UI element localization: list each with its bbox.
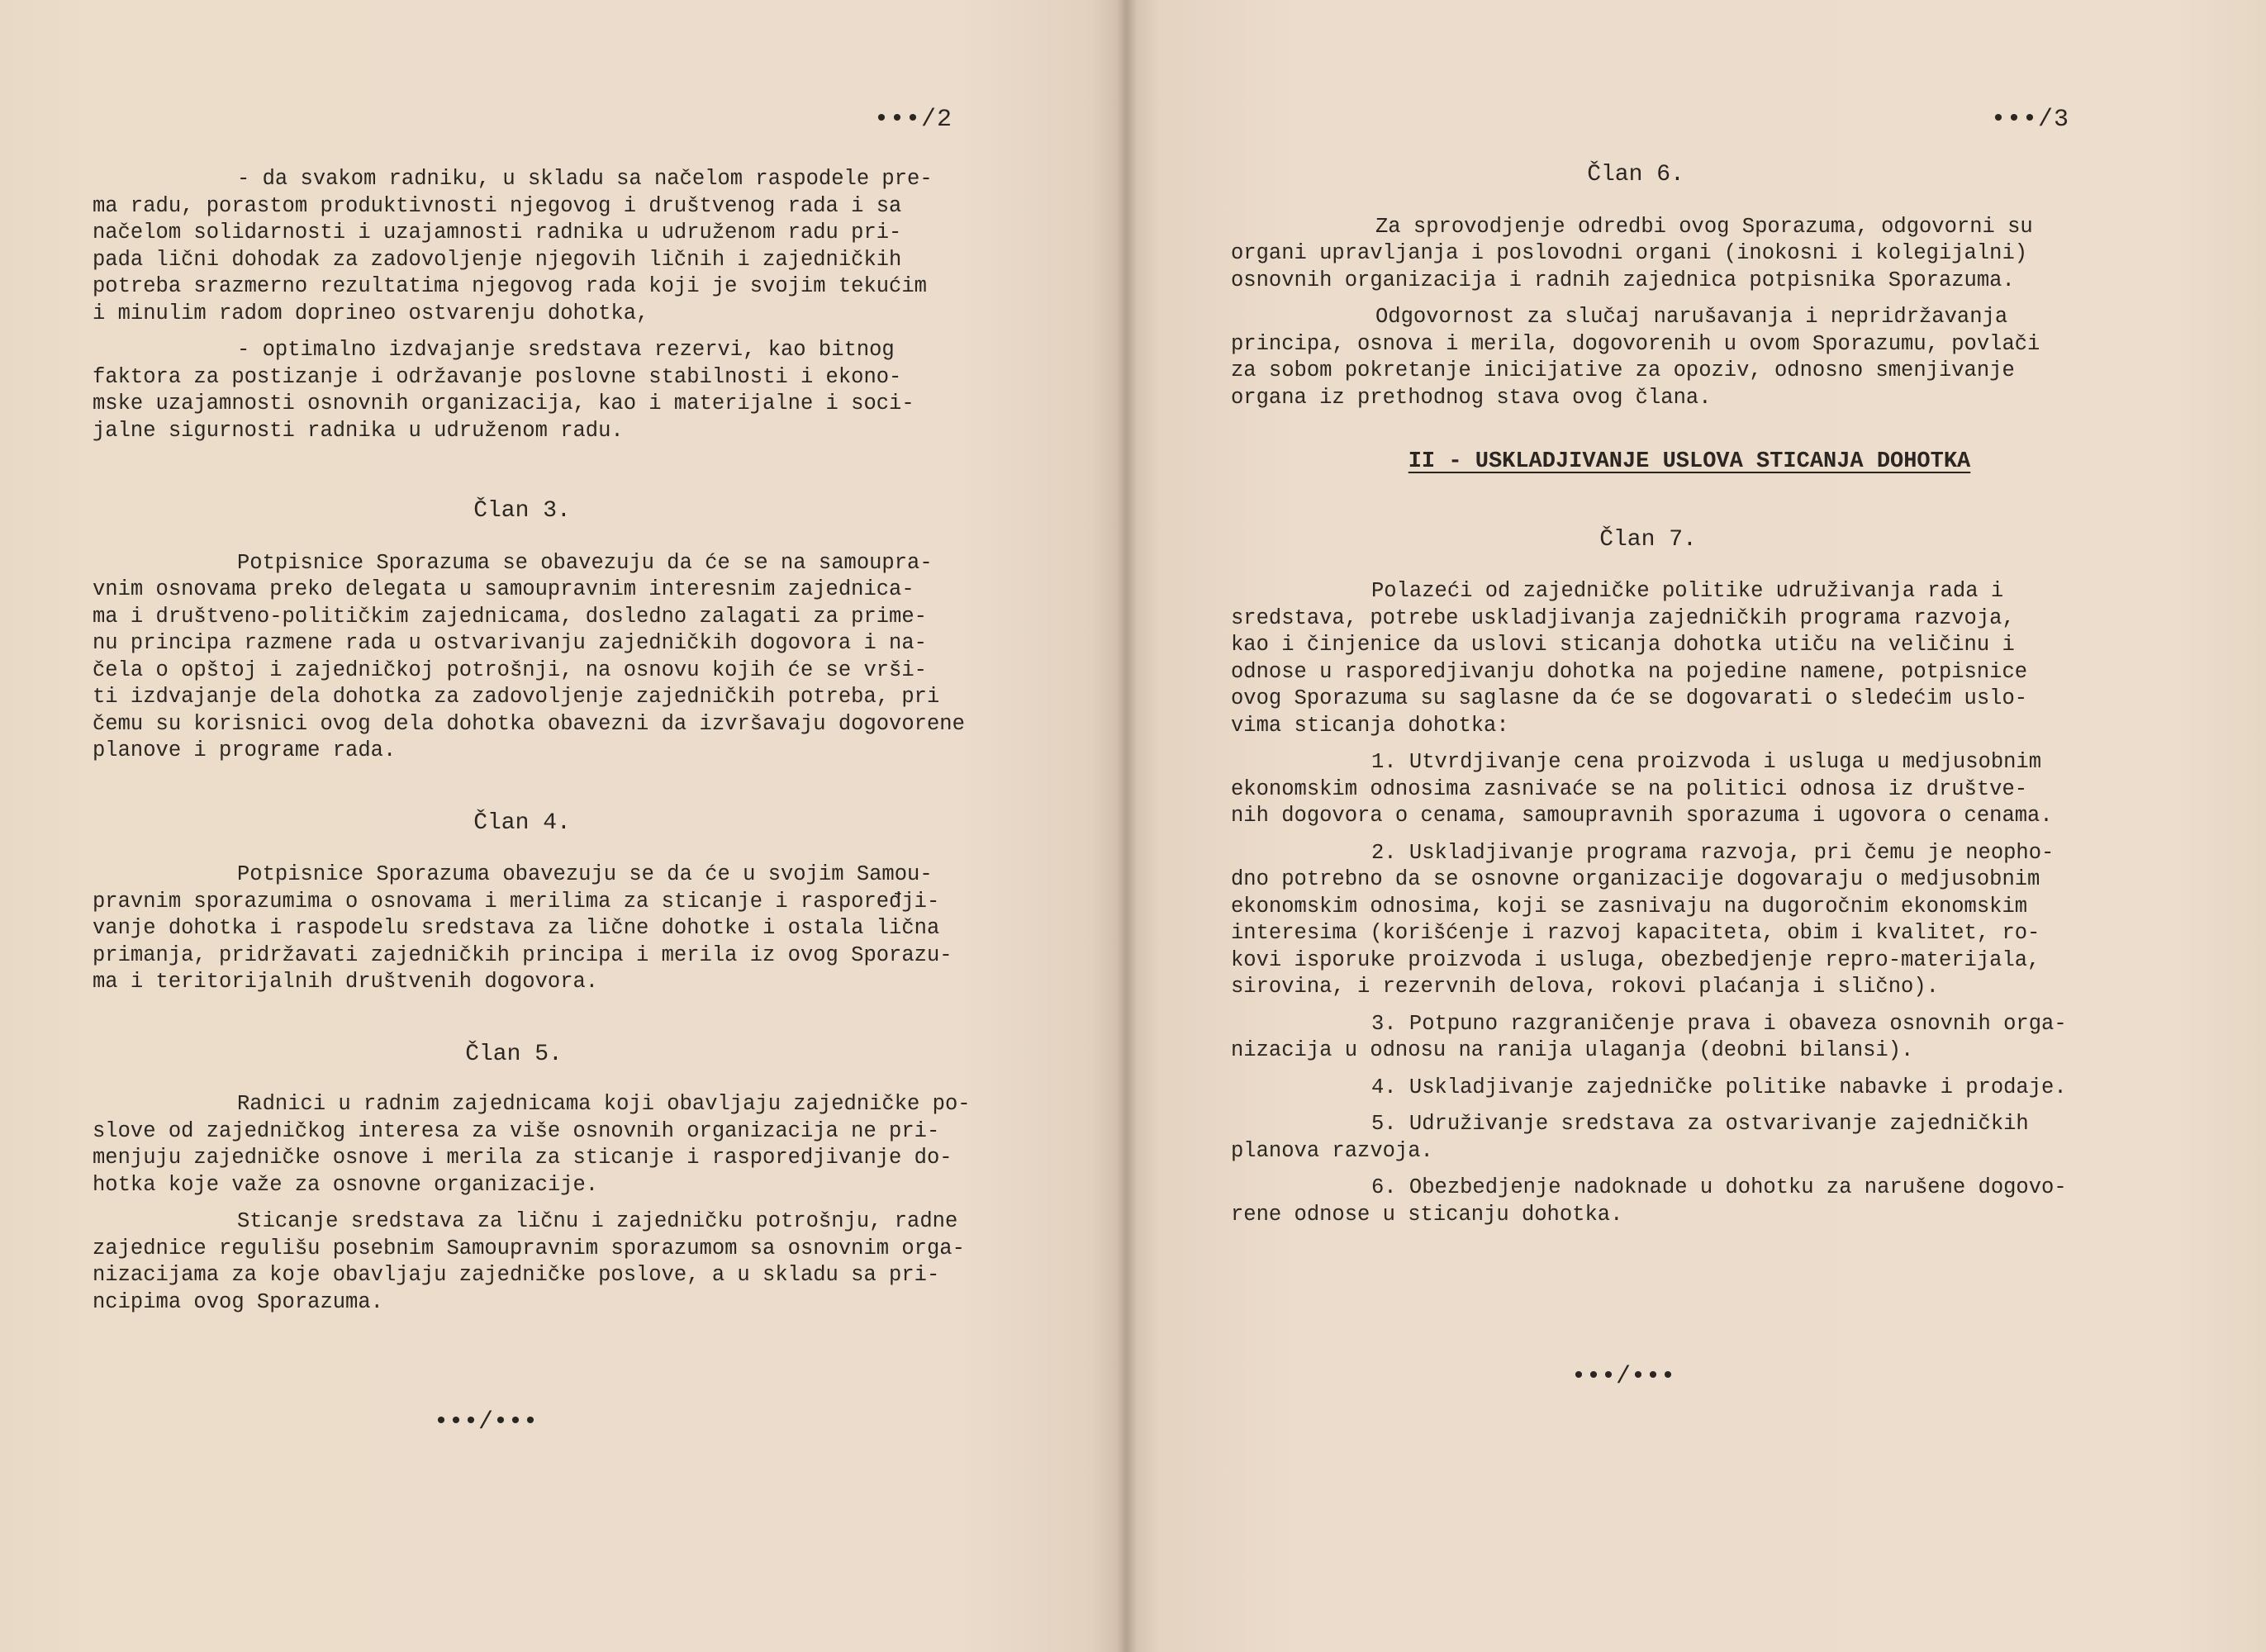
text-line: Potpisnice Sporazuma se obavezuju da će se na samoupra- bbox=[237, 550, 933, 575]
text-line: vnim osnovama preko delegata u samoupravnim interesnim zajednica- bbox=[93, 577, 914, 601]
article-6-heading: Član 6. bbox=[1587, 162, 1684, 188]
text-line: pravnim sporazumima o osnovama i merilima za sticanje i raspoređji- bbox=[93, 889, 940, 914]
text-line: načelom solidarnosti i uzajamnosti radnika u udruženom radu pri- bbox=[93, 221, 902, 244]
text-line: nizacija u odnosu na ranija ulaganja (deobni bilansi). bbox=[1231, 1038, 1914, 1062]
text-line: ovog Sporazuma su saglasne da će se dogovarati o sledećim uslo- bbox=[1231, 686, 2028, 710]
text-line: čela o opštoj i zajedničkoj potrošnji, na osnovu kojih će se vrši- bbox=[93, 657, 927, 682]
article-7-item-2 bbox=[1231, 840, 2148, 1001]
article-7-item-6 bbox=[1231, 1175, 2148, 1228]
article-7-intro bbox=[1231, 578, 2148, 739]
text-line: nizacijama za koje obavljaju zajedničke poslove, a u skladu sa pri- bbox=[93, 1263, 940, 1287]
text-line: rene odnose u sticanju dohotka. bbox=[1231, 1202, 1623, 1227]
text-line: ti izdvajanje dela dohotka za zadovoljenje zajedničkih potreba, pri bbox=[93, 685, 940, 709]
text-line: Radnici u radnim zajednicama koji obavljaju zajedničke po- bbox=[237, 1092, 971, 1116]
text-line: - optimalno izdvajanje sredstava rezervi, kao bitnog bbox=[237, 338, 895, 362]
text-line: Odgovornost za slučaj narušavanja i nepridržavanja bbox=[1375, 305, 2008, 329]
text-line: potreba srazmerno rezultatima njegovog rada koji je svojim tekućim bbox=[93, 274, 927, 298]
intro-paragraph-2 bbox=[93, 337, 971, 444]
text-line: nu principa razmene rada u ostvarivanju zajedničkih dogovora i na- bbox=[93, 631, 927, 655]
text-line: nih dogovora o cenama, samoupravnih sporazuma i ugovora o cenama. bbox=[1231, 804, 2053, 828]
article-4-heading: Član 4. bbox=[473, 809, 571, 836]
text-line: ma i društveno-političkim zajednicama, dosledno zalagati za prime- bbox=[93, 604, 927, 629]
text-line: pada lični dohodak za zadovoljenje njegovih ličnih i zajedničkih bbox=[93, 247, 902, 272]
text-line: vanje dohotka i raspodelu sredstava za lične dohotke i ostala lična bbox=[93, 916, 940, 940]
text-line: ncipima ovog Sporazuma. bbox=[93, 1289, 383, 1314]
text-line: 5. Udruživanje sredstava za ostvarivanje zajedničkih bbox=[1371, 1112, 2029, 1136]
text-line: interesima (korišćenje i razvoj kapaciteta, obim i kvalitet, ro- bbox=[1231, 921, 2040, 945]
text-line: Polazeći od zajedničke politike udruživanja rada i bbox=[1371, 579, 2004, 603]
article-7-item-3 bbox=[1231, 1011, 2148, 1065]
text-line: hotka koje važe za osnovne organizacije. bbox=[93, 1172, 599, 1197]
book-gutter bbox=[1117, 0, 1137, 1652]
article-3-heading: Član 3. bbox=[473, 498, 571, 524]
left-continuation-mark: •••/••• bbox=[434, 1408, 539, 1436]
text-line: organa iz prethodnog stava ovog člana. bbox=[1231, 385, 1712, 410]
article-6-paragraph-2 bbox=[1231, 304, 2148, 411]
article-7-item-4 bbox=[1231, 1075, 2148, 1102]
text-line: 1. Utvrdjivanje cena proizvoda i usluga u medjusobnim bbox=[1371, 750, 2042, 774]
text-line: 6. Obezbedjenje nadoknade u dohotku za narušene dogovo- bbox=[1371, 1175, 2067, 1199]
text-line: dno potrebno da se osnovne organizacije dogovaraju o medjusobnim bbox=[1231, 867, 2040, 891]
text-line: vima sticanja dohotka: bbox=[1231, 713, 1509, 738]
text-line: Za sprovodjenje odredbi ovog Sporazuma, odgovorni su bbox=[1375, 214, 2033, 239]
text-line: Sticanje sredstava za ličnu i zajedničku potrošnju, radne bbox=[237, 1209, 958, 1233]
text-line: kao i činjenice da uslovi sticanja dohotka utiču na veličinu i bbox=[1231, 633, 2015, 657]
text-line: slove od zajedničkog interesa za više osnovnih organizacija ne pri- bbox=[93, 1118, 940, 1143]
intro-paragraph-1 bbox=[93, 166, 971, 327]
article-3-paragraph bbox=[93, 550, 971, 765]
section-title: II - USKLADJIVANJE USLOVA STICANJA DOHOTKA bbox=[1408, 449, 1971, 474]
right-text-column bbox=[1231, 162, 2148, 1228]
text-line: odnose u rasporedjivanju dohotka na pojedine namene, potpisnice bbox=[1231, 659, 2028, 684]
text-line: čemu su korisnici ovog dela dohotka obavezni da izvršavaju dogovorene bbox=[93, 711, 965, 736]
text-line: - da svakom radniku, u skladu sa načelom raspodele pre- bbox=[237, 167, 933, 191]
text-line: 4. Uskladjivanje zajedničke politike nabavke i prodaje. bbox=[1371, 1075, 2067, 1099]
text-line: ekonomskim odnosima, koji se zasnivaju na dugoročnim ekonomskim bbox=[1231, 894, 2028, 919]
text-line: menjuju zajedničke osnove i merila za sticanje i rasporedjivanje do- bbox=[93, 1146, 952, 1170]
left-page-number: •••/2 bbox=[874, 106, 953, 134]
text-line: kovi isporuke proizvoda i usluga, obezbedjenje repro-materijala, bbox=[1231, 947, 2040, 972]
text-line: jalne sigurnosti radnika u udruženom radu. bbox=[93, 418, 624, 443]
text-line: organi upravljanja i poslovodni organi (inokosni i kolegijalni) bbox=[1231, 241, 2028, 265]
text-line: 2. Uskladjivanje programa razvoja, pri čemu je neopho- bbox=[1371, 840, 2055, 865]
article-5-paragraph-1 bbox=[93, 1091, 971, 1199]
text-line: i minulim radom doprineo ostvarenju dohotka, bbox=[93, 301, 649, 325]
text-line: osnovnih organizacija i radnih zajednica potpisnika Sporazuma. bbox=[1231, 268, 2015, 292]
text-line: faktora za postizanje i održavanje poslovne stabilnosti i ekono- bbox=[93, 364, 902, 389]
text-line: primanja, pridržavati zajedničkih principa i merila iz ovog Sporazu- bbox=[93, 942, 952, 967]
text-line: mske uzajamnosti osnovnih organizacija, kao i materijalne i soci- bbox=[93, 392, 914, 415]
right-page-number: •••/3 bbox=[1991, 106, 2070, 134]
text-line: planove i programe rada. bbox=[93, 738, 397, 762]
text-line: ma radu, porastom produktivnosti njegovog i društvenog rada i sa bbox=[93, 193, 902, 218]
text-line: za sobom pokretanje inicijative za opoziv, odnosno smenjivanje bbox=[1231, 358, 2015, 382]
left-text-column bbox=[93, 166, 971, 1316]
text-line: Potpisnice Sporazuma obavezuju se da će u svojim Samou- bbox=[237, 862, 933, 886]
text-line: ekonomskim odnosima zasnivaće se na politici odnosa iz društve- bbox=[1231, 776, 2028, 801]
article-5-heading: Član 5. bbox=[465, 1041, 563, 1067]
text-line: zajednice regulišu posebnim Samoupravnim sporazumom sa osnovnim orga- bbox=[93, 1236, 965, 1260]
text-line: ma i teritorijalnih društvenih dogovora. bbox=[93, 970, 599, 994]
text-line: sirovina, i rezervnih delova, rokovi plaćanja i slično). bbox=[1231, 975, 1939, 999]
text-line: planova razvoja. bbox=[1231, 1138, 1433, 1163]
text-line: principa, osnova i merila, dogovorenih u ovom Sporazumu, povlači bbox=[1231, 331, 2040, 356]
text-line: sredstava, potrebe uskladjivanja zajedničkih programa razvoja, bbox=[1231, 605, 2015, 630]
article-7-item-5 bbox=[1231, 1111, 2148, 1165]
text-line: 3. Potpuno razgraničenje prava i obaveza osnovnih orga- bbox=[1371, 1011, 2067, 1036]
article-5-paragraph-2 bbox=[93, 1208, 971, 1316]
right-continuation-mark: •••/••• bbox=[1571, 1363, 1676, 1391]
article-7-heading: Član 7. bbox=[1599, 526, 1697, 553]
article-7-item-1 bbox=[1231, 749, 2148, 830]
article-4-paragraph bbox=[93, 862, 971, 996]
article-6-paragraph-1 bbox=[1231, 214, 2148, 295]
